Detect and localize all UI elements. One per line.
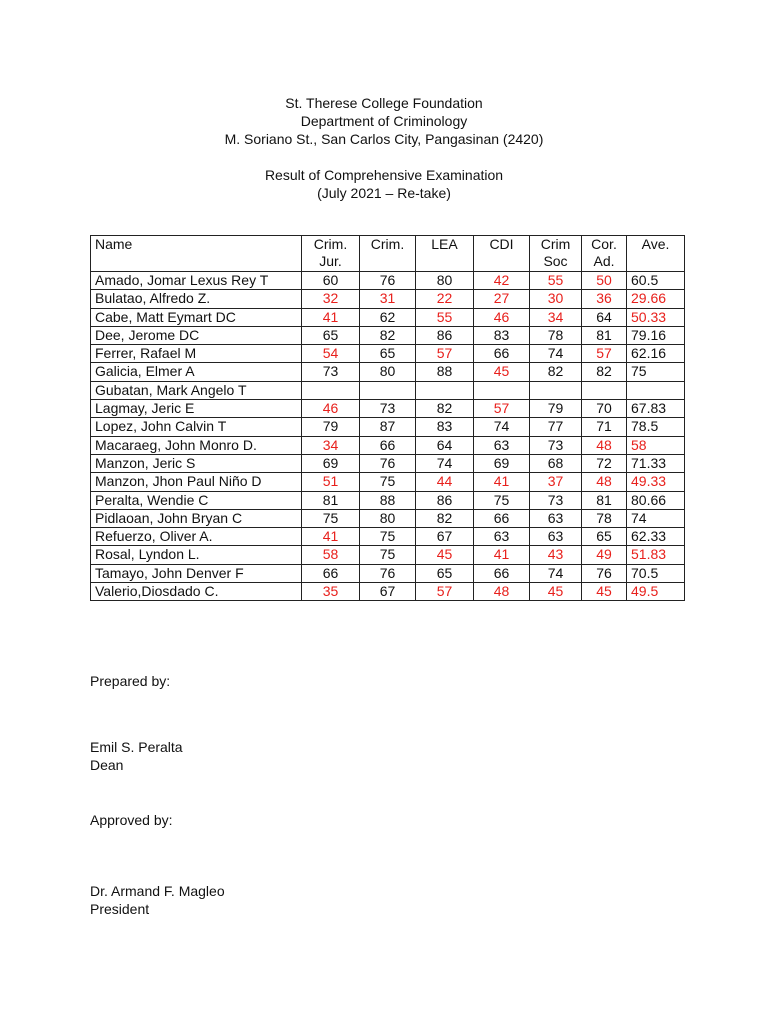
header-spacer (0, 148, 768, 166)
score-cell: 41 (302, 528, 360, 546)
prepared-by-label: Prepared by: (90, 673, 171, 689)
average-cell: 62.33 (627, 528, 685, 546)
score-cell: 36 (582, 290, 627, 308)
column-header-crim: Crim. (360, 236, 416, 272)
score-cell: 34 (302, 436, 360, 454)
score-cell: 74 (530, 564, 582, 582)
student-name-cell: Gubatan, Mark Angelo T (91, 381, 302, 399)
score-cell: 63 (474, 436, 530, 454)
school-name: St. Therese College Foundation (285, 95, 483, 111)
score-cell: 77 (530, 418, 582, 436)
score-cell: 42 (474, 272, 530, 290)
student-name-cell: Dee, Jerome DC (91, 326, 302, 344)
score-cell: 81 (302, 491, 360, 509)
score-cell: 66 (474, 509, 530, 527)
table-row (91, 564, 685, 582)
column-header-cdi: CDI (474, 236, 530, 272)
score-cell: 44 (416, 473, 474, 491)
score-cell: 73 (360, 400, 416, 418)
score-cell: 73 (302, 363, 360, 381)
score-cell: 69 (474, 454, 530, 472)
score-cell: 82 (416, 400, 474, 418)
average-cell: 62.16 (627, 345, 685, 363)
score-cell: 41 (302, 308, 360, 326)
score-cell: 66 (302, 564, 360, 582)
document-header (0, 94, 768, 202)
document-title: Result of Comprehensive Examination (264, 167, 504, 183)
score-cell (474, 381, 530, 399)
school-address: M. Soriano St., San Carlos City, Pangasinan (2420) (224, 131, 544, 147)
student-name-cell: Amado, Jomar Lexus Rey T (91, 272, 302, 290)
score-cell: 75 (360, 528, 416, 546)
score-cell: 87 (360, 418, 416, 436)
score-cell: 37 (530, 473, 582, 491)
column-header-cor-ad: Cor. Ad. (582, 236, 627, 272)
score-cell: 41 (474, 546, 530, 564)
score-cell: 72 (582, 454, 627, 472)
table-row (91, 491, 685, 509)
column-header-crim-jur: Crim. Jur. (302, 236, 360, 272)
score-cell: 75 (302, 509, 360, 527)
score-cell: 76 (582, 564, 627, 582)
average-cell: 75 (627, 363, 685, 381)
score-cell: 81 (582, 326, 627, 344)
score-cell: 45 (474, 363, 530, 381)
average-cell: 78.5 (627, 418, 685, 436)
score-cell: 63 (474, 528, 530, 546)
score-cell: 74 (416, 454, 474, 472)
average-cell (627, 381, 685, 399)
average-cell: 60.5 (627, 272, 685, 290)
score-cell: 74 (530, 345, 582, 363)
score-cell: 46 (302, 400, 360, 418)
score-cell (582, 381, 627, 399)
student-name-cell: Refuerzo, Oliver A. (91, 528, 302, 546)
score-cell: 46 (474, 308, 530, 326)
table-row (91, 345, 685, 363)
score-cell: 82 (360, 326, 416, 344)
average-cell: 79.16 (627, 326, 685, 344)
score-cell: 82 (582, 363, 627, 381)
score-cell: 65 (360, 345, 416, 363)
score-cell: 76 (360, 564, 416, 582)
score-cell: 30 (530, 290, 582, 308)
approved-by-title: President (90, 901, 150, 917)
average-cell: 80.66 (627, 491, 685, 509)
score-cell: 68 (530, 454, 582, 472)
score-cell: 58 (302, 546, 360, 564)
score-cell: 83 (416, 418, 474, 436)
table-row (91, 381, 685, 399)
score-cell: 27 (474, 290, 530, 308)
score-cell: 64 (416, 436, 474, 454)
table-row (91, 272, 685, 290)
score-cell: 80 (360, 363, 416, 381)
average-cell: 58 (627, 436, 685, 454)
score-cell: 71 (582, 418, 627, 436)
score-cell: 67 (416, 528, 474, 546)
score-cell: 55 (416, 308, 474, 326)
column-header-name: Name (91, 236, 302, 272)
score-cell: 60 (302, 272, 360, 290)
table-row (91, 400, 685, 418)
score-cell: 43 (530, 546, 582, 564)
average-cell: 50.33 (627, 308, 685, 326)
score-cell: 75 (474, 491, 530, 509)
score-cell: 78 (582, 509, 627, 527)
table-row (91, 290, 685, 308)
student-name-cell: Galicia, Elmer A (91, 363, 302, 381)
approved-by-label: Approved by: (90, 812, 173, 828)
score-cell: 34 (530, 308, 582, 326)
score-cell: 79 (530, 400, 582, 418)
score-cell: 32 (302, 290, 360, 308)
score-cell: 75 (360, 473, 416, 491)
score-cell: 51 (302, 473, 360, 491)
table-row (91, 454, 685, 472)
score-cell: 74 (474, 418, 530, 436)
score-cell: 35 (302, 583, 360, 601)
student-name-cell: Manzon, Jeric S (91, 454, 302, 472)
average-cell: 71.33 (627, 454, 685, 472)
column-header-ave: Ave. (627, 236, 685, 272)
student-name-cell: Cabe, Matt Eymart DC (91, 308, 302, 326)
score-cell: 41 (474, 473, 530, 491)
score-cell: 73 (530, 436, 582, 454)
student-name-cell: Manzon, Jhon Paul Niño D (91, 473, 302, 491)
table-row (91, 546, 685, 564)
score-cell: 63 (530, 528, 582, 546)
score-cell: 67 (360, 583, 416, 601)
score-cell: 50 (582, 272, 627, 290)
score-cell: 65 (302, 326, 360, 344)
average-cell: 70.5 (627, 564, 685, 582)
score-cell: 76 (360, 272, 416, 290)
score-cell: 81 (582, 491, 627, 509)
table-row (91, 509, 685, 527)
score-cell: 57 (416, 583, 474, 601)
results-table (90, 235, 685, 601)
score-cell: 45 (530, 583, 582, 601)
score-cell: 86 (416, 326, 474, 344)
score-cell: 80 (360, 509, 416, 527)
score-cell: 63 (530, 509, 582, 527)
average-cell: 29.66 (627, 290, 685, 308)
score-cell: 79 (302, 418, 360, 436)
score-cell: 48 (474, 583, 530, 601)
table-row (91, 528, 685, 546)
table-row (91, 326, 685, 344)
score-cell: 65 (582, 528, 627, 546)
document-subtitle: (July 2021 – Re-take) (317, 185, 451, 201)
prepared-by-name: Emil S. Peralta (90, 739, 183, 755)
prepared-by-title: Dean (90, 757, 124, 773)
score-cell: 88 (416, 363, 474, 381)
score-cell: 66 (474, 564, 530, 582)
score-cell: 55 (530, 272, 582, 290)
student-name-cell: Macaraeg, John Monro D. (91, 436, 302, 454)
score-cell: 31 (360, 290, 416, 308)
column-header-lea: LEA (416, 236, 474, 272)
score-cell: 22 (416, 290, 474, 308)
student-name-cell: Tamayo, John Denver F (91, 564, 302, 582)
score-cell (416, 381, 474, 399)
score-cell: 73 (530, 491, 582, 509)
score-cell: 66 (360, 436, 416, 454)
average-cell: 67.83 (627, 400, 685, 418)
score-cell: 57 (416, 345, 474, 363)
table-header-row (91, 236, 685, 272)
score-cell: 80 (416, 272, 474, 290)
average-cell: 51.83 (627, 546, 685, 564)
score-cell (530, 381, 582, 399)
score-cell (302, 381, 360, 399)
table-row (91, 583, 685, 601)
score-cell: 57 (474, 400, 530, 418)
score-cell: 66 (474, 345, 530, 363)
score-cell: 65 (416, 564, 474, 582)
score-cell: 88 (360, 491, 416, 509)
student-name-cell: Peralta, Wendie C (91, 491, 302, 509)
score-cell: 49 (582, 546, 627, 564)
score-cell: 45 (582, 583, 627, 601)
table-row (91, 308, 685, 326)
table-row (91, 363, 685, 381)
department-name: Department of Criminology (300, 113, 468, 129)
table-row (91, 436, 685, 454)
score-cell: 82 (530, 363, 582, 381)
score-cell: 75 (360, 546, 416, 564)
score-cell: 48 (582, 436, 627, 454)
score-cell (360, 381, 416, 399)
score-cell: 70 (582, 400, 627, 418)
average-cell: 49.33 (627, 473, 685, 491)
score-cell: 78 (530, 326, 582, 344)
score-cell: 69 (302, 454, 360, 472)
score-cell: 82 (416, 509, 474, 527)
student-name-cell: Rosal, Lyndon L. (91, 546, 302, 564)
table-row (91, 418, 685, 436)
student-name-cell: Lopez, John Calvin T (91, 418, 302, 436)
table-row (91, 473, 685, 491)
student-name-cell: Ferrer, Rafael M (91, 345, 302, 363)
average-cell: 74 (627, 509, 685, 527)
column-header-crim-soc: Crim Soc (530, 236, 582, 272)
results-table-body (91, 272, 685, 601)
student-name-cell: Valerio,Diosdado C. (91, 583, 302, 601)
student-name-cell: Bulatao, Alfredo Z. (91, 290, 302, 308)
score-cell: 48 (582, 473, 627, 491)
score-cell: 76 (360, 454, 416, 472)
score-cell: 54 (302, 345, 360, 363)
score-cell: 62 (360, 308, 416, 326)
score-cell: 86 (416, 491, 474, 509)
student-name-cell: Lagmay, Jeric E (91, 400, 302, 418)
score-cell: 57 (582, 345, 627, 363)
score-cell: 83 (474, 326, 530, 344)
approved-by-name: Dr. Armand F. Magleo (90, 883, 225, 899)
average-cell: 49.5 (627, 583, 685, 601)
score-cell: 45 (416, 546, 474, 564)
student-name-cell: Pidlaoan, John Bryan C (91, 509, 302, 527)
score-cell: 64 (582, 308, 627, 326)
